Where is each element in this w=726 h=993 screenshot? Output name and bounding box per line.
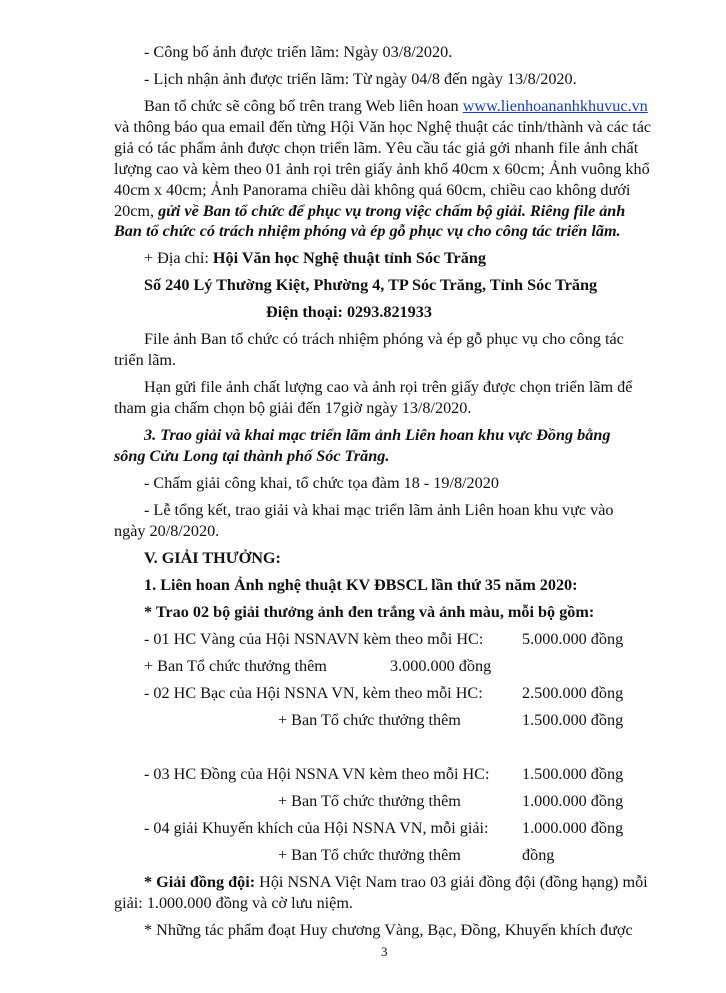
team-prize-line xyxy=(144,872,648,892)
text-line: giả có tác phẩm ảnh được chọn triển lãm. Yêu cầu tác giả gởi nhanh file ảnh chất xyxy=(114,139,639,157)
prize-amount: 1.000.000 đồng xyxy=(522,792,624,810)
section-heading: sông Cửu Long tại thành phố Sóc Trăng. xyxy=(114,447,390,465)
text-line: triển lãm. xyxy=(114,351,177,369)
prize-amount: 3.000.000 đồng xyxy=(390,657,492,675)
text-run: Hội NSNA Việt Nam trao 03 giải đồng đội (đồng hạng) mỗi xyxy=(259,873,648,891)
text-line: tham gia chấm chọn bộ giải đến 17giờ ngày 13/8/2020. xyxy=(114,399,472,417)
text-line: 40cm x 40cm; Ảnh Panorama chiều dài không quá 60cm, chiều cao không dưới xyxy=(114,181,631,199)
phone-number: Điện thoại: 0293.821933 xyxy=(266,303,432,321)
awards-heading: V. GIẢI THƯỞNG: xyxy=(144,549,281,567)
festival-website-link[interactable]: www.lienhoananhkhuvuc.vn xyxy=(462,97,648,115)
text-line: và thông báo qua email đến từng Hội Văn học Nghệ thuật các tỉnh/thành và các tác xyxy=(114,118,652,136)
prize-desc: + Ban Tổ chức thưởng thêm xyxy=(144,657,327,675)
text-line: * Những tác phẩm đoạt Huy chương Vàng, Bạc, Đồng, Khuyến khích được xyxy=(144,921,633,939)
prize-desc: - 01 HC Vàng của Hội NSNAVN kèm theo mỗi HC: xyxy=(144,630,484,648)
page-number: 3 xyxy=(381,944,388,959)
address-line xyxy=(144,248,486,268)
prize-desc: - 04 giải Khuyến khích của Hội NSNA VN, mỗi giải: xyxy=(144,819,489,837)
text-line: lượng cao và kèm theo 01 ảnh rọi trên giấy ảnh khổ 40cm x 60cm; Ảnh vuông khổ xyxy=(114,160,650,178)
prize-amount: 5.000.000 đồng xyxy=(522,630,624,648)
text-line xyxy=(114,201,625,221)
prize-amount: 1.500.000 đồng xyxy=(522,765,624,783)
address-label: + Địa chỉ: xyxy=(144,249,213,267)
festival-heading: 1. Liên hoan Ảnh nghệ thuật KV ĐBSCL lần thứ 35 năm 2020: xyxy=(144,576,578,594)
text-run: 20cm, xyxy=(114,202,159,220)
prize-desc: + Ban Tổ chức thưởng thêm xyxy=(278,846,461,864)
prize-amount: đồng xyxy=(522,846,555,864)
prize-amount: 1.000.000 đồng xyxy=(522,819,624,837)
prize-amount: 2.500.000 đồng xyxy=(522,684,624,702)
street-address: Số 240 Lý Thường Kiệt, Phường 4, TP Sóc Trăng, Tỉnh Sóc Trăng xyxy=(144,276,598,294)
prize-desc: - 02 HC Bạc của Hội NSNA VN, kèm theo mỗi HC: xyxy=(144,684,483,702)
section-heading: 3. Trao giải và khai mạc triển lãm ảnh Liên hoan khu vực Đồng bằng xyxy=(144,426,611,444)
text-line: - Lịch nhận ảnh được triển lãm: Từ ngày 04/8 đến ngày 13/8/2020. xyxy=(144,70,577,88)
text-line: Hạn gửi file ảnh chất lượng cao và ảnh rọi trên giấy được chọn triển lãm để xyxy=(144,378,633,396)
emphasis-line: Ban tổ chức có trách nhiệm phóng và ép gỗ phục vụ cho công tác triển lãm. xyxy=(114,222,621,240)
team-prize-label: * Giải đồng đội: xyxy=(144,873,260,891)
prize-desc: - 03 HC Đồng của Hội NSNA VN kèm theo mỗi HC: xyxy=(144,765,490,783)
prize-amount: 1.500.000 đồng xyxy=(522,711,624,729)
prize-desc: + Ban Tổ chức thưởng thêm xyxy=(278,711,461,729)
text-line: ngày 20/8/2020. xyxy=(114,522,220,540)
text-run: Ban tổ chức sẽ công bố trên trang Web liên hoan xyxy=(144,97,463,115)
prize-desc: + Ban Tổ chức thưởng thêm xyxy=(278,792,461,810)
text-line xyxy=(144,96,648,116)
text-line: giải: 1.000.000 đồng và cờ lưu niệm. xyxy=(114,894,353,912)
text-line: - Lễ tổng kết, trao giải và khai mạc triển lãm ảnh Liên hoan khu vực vào xyxy=(144,501,614,519)
address-org: Hội Văn học Nghệ thuật tỉnh Sóc Trăng xyxy=(212,249,486,267)
text-line: - Công bố ảnh được triển lãm: Ngày 03/8/2020. xyxy=(144,43,453,61)
text-line: - Chấm giải công khai, tổ chức tọa đàm 18 - 19/8/2020 xyxy=(144,474,499,492)
emphasis-text: gửi về Ban tổ chức để phục vụ trong việc chấm bộ giải. Riêng file ảnh xyxy=(158,202,626,220)
prize-set-heading: * Trao 02 bộ giải thưởng ảnh đen trắng và ảnh màu, mỗi bộ gồm: xyxy=(144,603,595,621)
text-line: File ảnh Ban tổ chức có trách nhiệm phóng và ép gỗ phục vụ cho công tác xyxy=(144,330,624,348)
